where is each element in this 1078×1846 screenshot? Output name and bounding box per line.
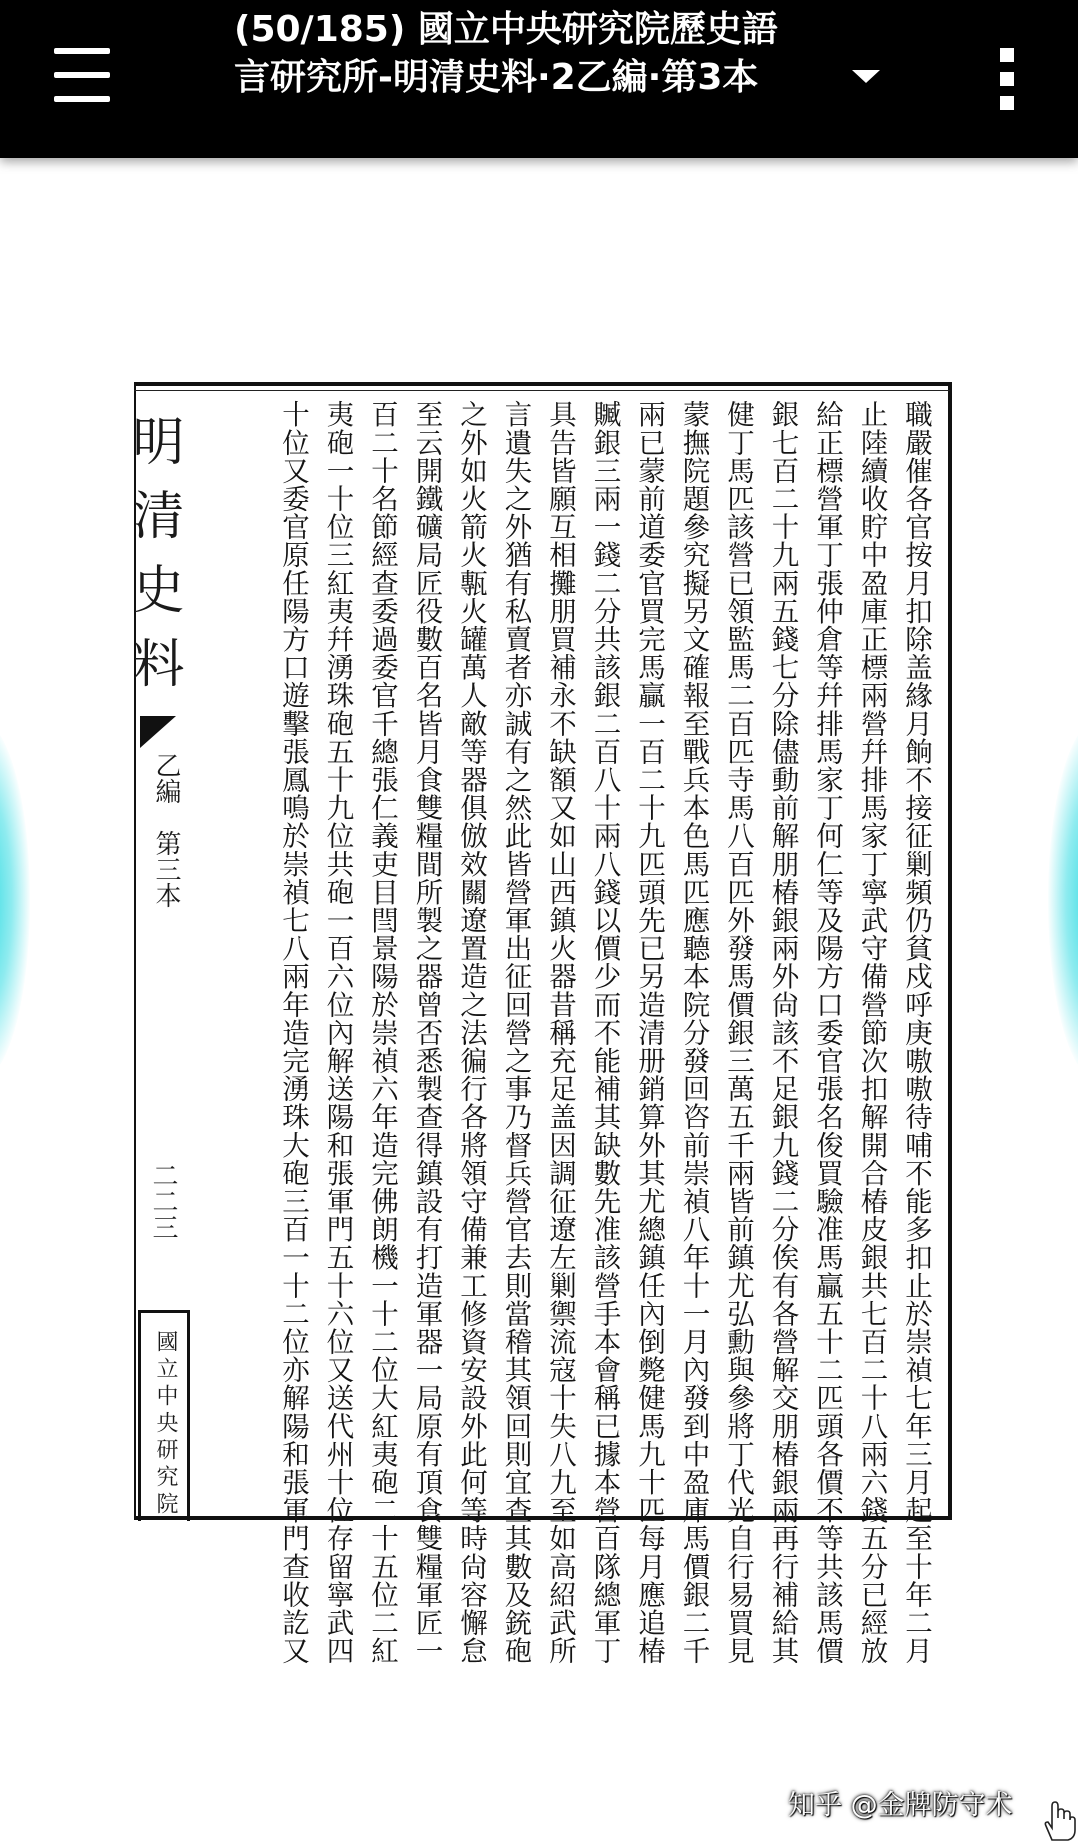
text-column: 言遺失之外猶有私賣者亦誠有之然此皆營軍出征回營之事乃督兵營官去則當稽其領回則宜查其數及銃砲 bbox=[499, 400, 532, 1665]
text-column: 之外如火箭火甎火罐萬人敵等器俱倣效關遼置造之法徧行各將領守備兼工修資安設外此何等時尙容懈怠 bbox=[455, 400, 487, 1665]
text-column: 止陸續收貯中盈庫正標兩營幷排馬家丁寧武守備營節次扣解開合椿皮銀共七百二十八兩六錢五分已經放 bbox=[855, 400, 888, 1665]
margin-wedge-mark bbox=[140, 716, 176, 748]
right-edge-glow bbox=[1048, 720, 1078, 1080]
text-column: 給正標營軍丁張仲倉等幷排馬家丁何仁等及陽方口委官張名俊買驗准馬贏五十二匹頭各價不等共該馬價 bbox=[811, 400, 843, 1665]
scanned-page[interactable] bbox=[123, 378, 950, 1665]
left-edge-glow bbox=[0, 720, 30, 1080]
text-column: 百二十名節經查委過委官千總張仁義吏目閆景陽於崇禎六年造完佛朗機一十二位大紅夷砲二十五位二紅 bbox=[366, 400, 398, 1665]
text-column: 至云開鐵礦局匠役數百名皆月食雙糧間所製之器曾否悉製查得鎮設有打造軍器一局原有頂食雙糧軍匠一 bbox=[410, 400, 443, 1665]
app-bar bbox=[0, 0, 1078, 158]
text-column: 十位又委官原任陽方口遊擊張鳳鳴於崇禎七八兩年造完湧珠大砲三百一十二位亦解陽和張軍門查收訖又 bbox=[277, 400, 309, 1665]
page-number: 二二三 bbox=[148, 1162, 178, 1240]
text-column: 具告皆願互相攤朋買補永不缺額又如山西鎮火器昔稱充足盖因調征遼左剿禦流寇十失八九至如高紹武所 bbox=[544, 400, 576, 1665]
hand-pointer-icon bbox=[1040, 1800, 1076, 1842]
three-dot-overflow-icon[interactable] bbox=[990, 46, 1026, 112]
document-title: (50/185) 國立中央研究院歷史語言研究所-明清史料·2乙編·第3本 bbox=[234, 9, 778, 98]
text-column: 夷砲一十位三紅夷幷湧珠砲五十九位共砲一百六位內解送陽和張軍門五十六位又送代州十位存留寧武四 bbox=[321, 400, 354, 1665]
text-column: 贓銀三兩一錢二分共該銀二百八十兩八錢以價少而不能補其缺數先准該營手本會稱已據本營百隊總軍丁 bbox=[588, 400, 621, 1665]
text-column: 銀七百二十九兩五錢七分除儘動前解朋椿銀兩外尙該不足銀九錢二分俟有各營解交朋椿銀兩再行補給其 bbox=[766, 400, 799, 1665]
text-column: 蒙撫院題參究擬另文確報至戰兵本色馬匹應聽本院分發回咨前崇禎八年十一月內發到中盈庫馬價銀二千 bbox=[677, 400, 710, 1665]
institution-stamp: 國立中央研究院 bbox=[153, 1330, 178, 1519]
page-frame-rule bbox=[134, 390, 950, 391]
margin-title: 明清史料 bbox=[123, 414, 183, 710]
text-column: 職嚴催各官按月扣除盖緣月餉不接征剿頻仍貧戍呼庚嗷嗷待哺不能多扣止於崇禎七年三月起至十年二月 bbox=[900, 400, 932, 1665]
triangle-down-icon[interactable] bbox=[846, 56, 886, 96]
text-column: 兩已蒙前道委官買完馬贏一百二十九匹頭先已另造清册銷算外其尤總鎮任內倒斃健馬九十匹每月應追椿 bbox=[633, 400, 665, 1665]
margin-subtitle: 乙編 第三本 bbox=[151, 752, 181, 908]
hamburger-menu-icon[interactable] bbox=[48, 44, 118, 110]
document-body bbox=[277, 400, 938, 1665]
watermark-text: 知乎 @金牌防守术 bbox=[788, 1790, 1013, 1821]
text-column: 健丁馬匹該營已領監馬二百匹寺馬八百匹外發馬價銀三萬五千兩皆前鎮尤弘勳與參將丁代光自行易買見 bbox=[722, 400, 754, 1665]
